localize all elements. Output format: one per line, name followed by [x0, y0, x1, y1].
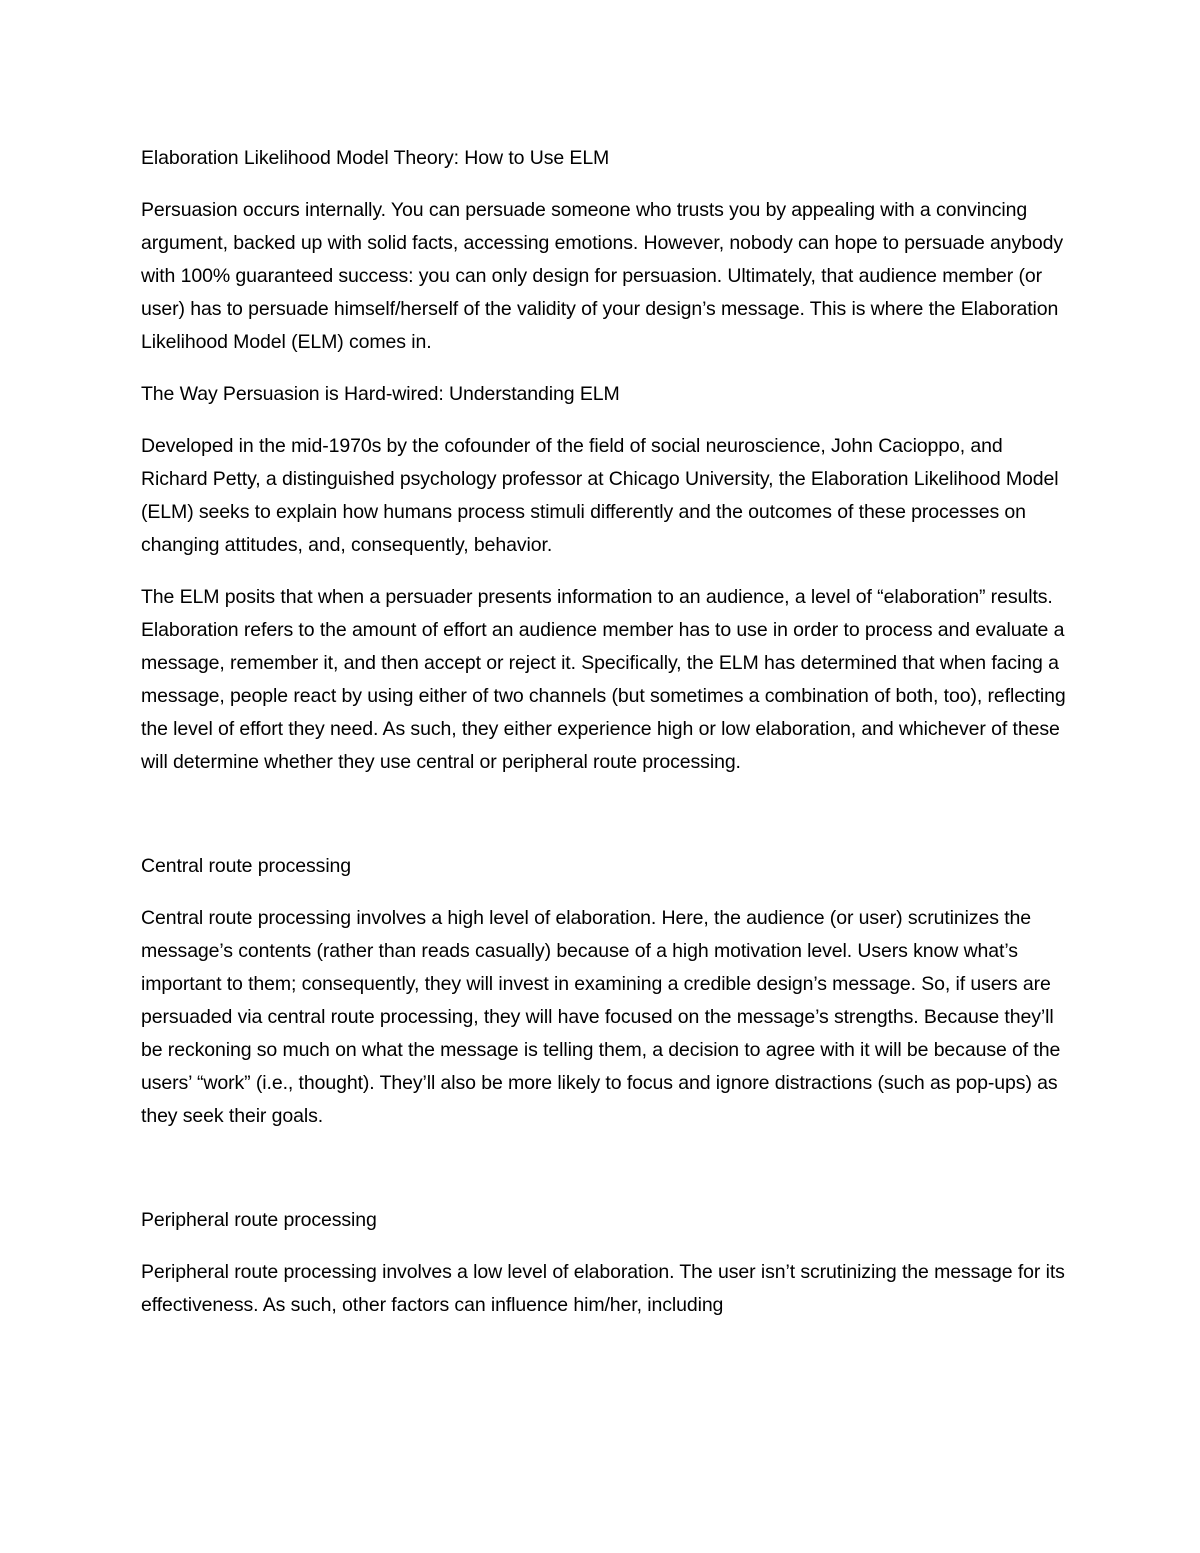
paragraph-elm-elaboration: The ELM posits that when a persuader presents information to an audience, a level of “elaboration” results. Elaboration refers to the amount of effort an audience member has to use in order to process and evaluate a message, remember it, and then accept or reject it. Specifically, the ELM has determined that when facing a message, people react by using either of two channels (but sometimes a combination of both, too), reflecting the level of effort they need. As such, they either experience high or low elaboration, and whichever of these will determine whether they use central or peripheral route processing. — [141, 586, 1066, 773]
document-body — [141, 142, 1071, 1341]
blank-line — [141, 1152, 1071, 1185]
section-heading-central-route: Central route processing — [141, 855, 352, 877]
paragraph-peripheral-route: Peripheral route processing involves a low level of elaboration. The user isn’t scrutinizing the message for its effectiveness. As such, other factors can influence him/her, including — [141, 1261, 1065, 1316]
section-heading-peripheral-route: Peripheral route processing — [141, 1209, 377, 1231]
paragraph-elm-origin: Developed in the mid-1970s by the cofounder of the field of social neuroscience, John Cacioppo, and Richard Petty, a distinguished psychology professor at Chicago University, the Elaboration Likelihood Model (ELM) seeks to explain how humans process stimuli differently and the outcomes of these processes on changing attitudes, and, consequently, behavior. — [141, 435, 1059, 556]
section-heading-understanding-elm: The Way Persuasion is Hard-wired: Understanding ELM — [141, 383, 620, 405]
intro-paragraph: Persuasion occurs internally. You can persuade someone who trusts you by appealing with a convincing argument, backed up with solid facts, accessing emotions. However, nobody can hope to persuade anybody with 100% guaranteed success: you can only design for persuasion. Ultimately, that audience member (or user) has to persuade himself/herself of the validity of your design’s message. This is where the Elaboration Likelihood Model (ELM) comes in. — [141, 199, 1064, 353]
document-title: Elaboration Likelihood Model Theory: How to Use ELM — [141, 147, 610, 169]
blank-line — [141, 798, 1071, 831]
paragraph-central-route: Central route processing involves a high level of elaboration. Here, the audience (or user) scrutinizes the message’s contents (rather than reads casually) because of a high motivation level. Users know what’s important to them; consequently, they will invest in examining a credible design’s message. So, if users are persuaded via central route processing, they will have focused on the message’s strengths. Because they’ll be reckoning so much on what the message is telling them, a decision to agree with it will be because of the users’ “work” (i.e., thought). They’ll also be more likely to focus and ignore distractions (such as pop-ups) as they seek their goals. — [141, 907, 1061, 1127]
